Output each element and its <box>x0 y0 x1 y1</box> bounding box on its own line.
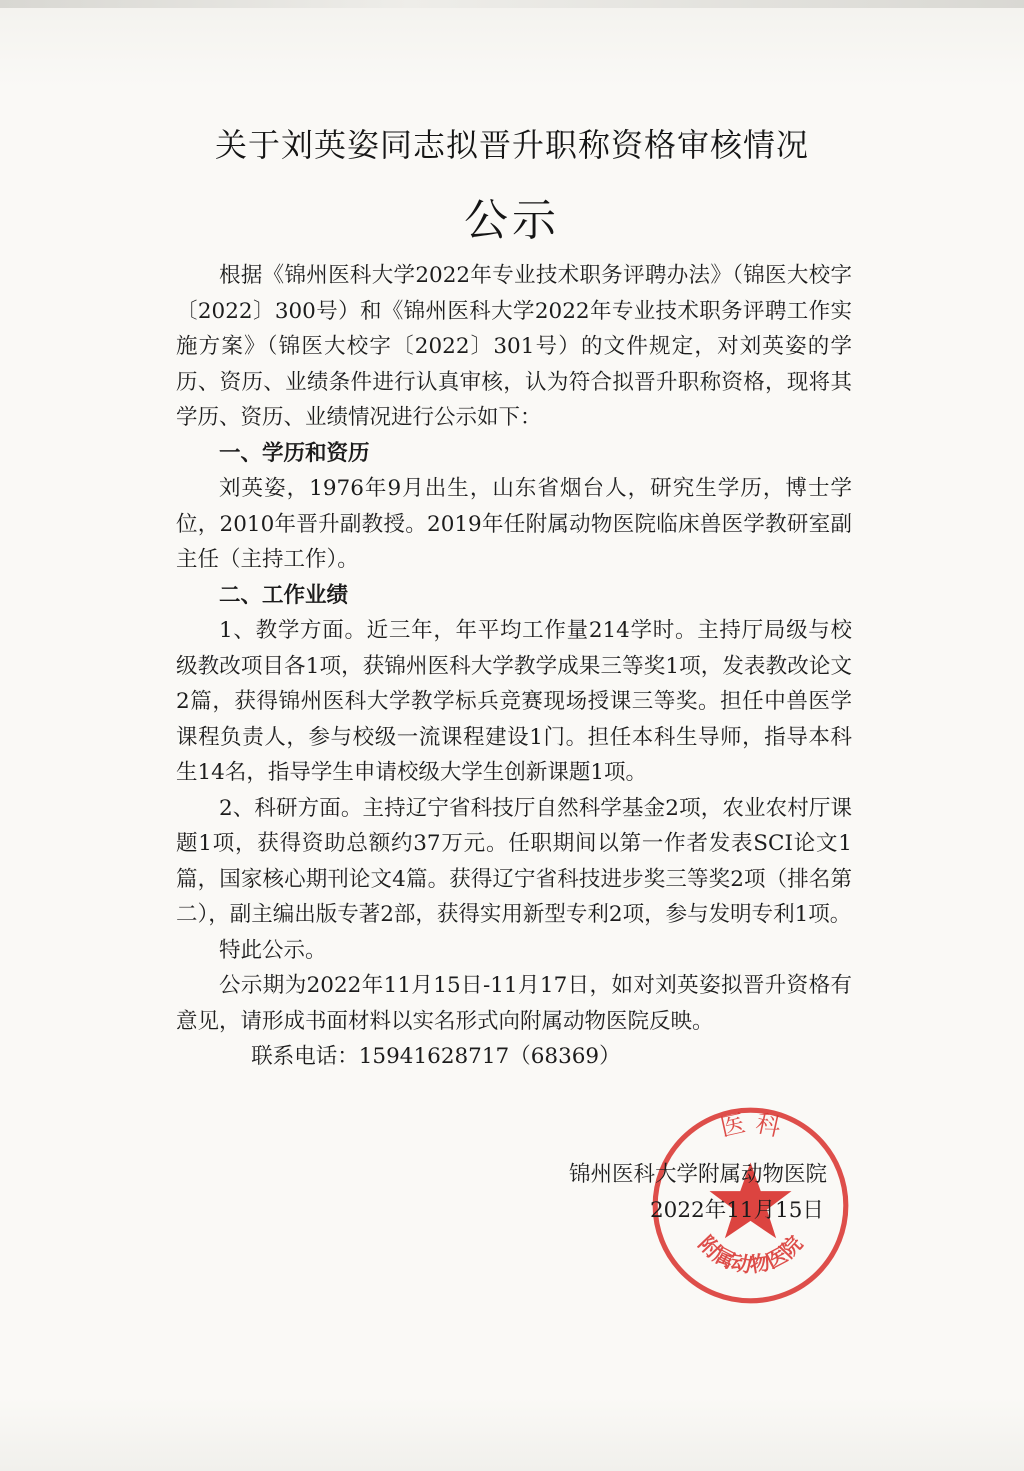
section2-heading: 二、工作业绩 <box>219 582 349 608</box>
svg-text:附属动物医院 <box>694 1231 808 1277</box>
document-body <box>176 258 852 1075</box>
issue-date: 2022年11月15日 <box>650 1198 824 1223</box>
seal-top-text: 医 科 <box>717 1108 784 1142</box>
section2-item2: 2、科研方面。主持辽宁省科技厅自然科学基金2项，农业农村厅课题1项，获得资助总额约37万元。任职期间以第一作者发表SCI论文1篇，国家核心期刊论文4篇。获得辽宁省科技进步奖三等奖2项（排名第二），副主编出版专著2部，获得实用新型专利2项，参与发明专利1项。 <box>176 795 852 927</box>
intro-paragraph: 根据《锦州医科大学2022年专业技术职务评聘办法》（锦医大校字〔2022〕300号）和《锦州医科大学2022年专业技术职务评聘工作实施方案》（锦医大校字〔2022〕301号）的文件规定，对刘英姿的学历、资历、业绩条件进行认真审核，认为符合拟晋升职称资格，现将其学历、资历、业绩情况进行公示如下： <box>176 263 852 430</box>
scan-edge <box>0 0 1024 8</box>
document-title: 关于刘英姿同志拟晋升职称资格审核情况 <box>214 126 809 164</box>
contact-line: 联系电话：15941628717（68369） <box>251 1044 621 1069</box>
seal-bottom-text: 附属动物医院 <box>693 1231 808 1278</box>
section1-heading: 一、学历和资历 <box>219 440 370 466</box>
special-notice: 特此公示。 <box>219 937 327 963</box>
section2-item1: 1、教学方面。近三年，年平均工作量214学时。主持厅局级与校级教改项目各1项，获锦州医科大学教学成果三等奖1项，发表教改论文2篇，获得锦州医科大学教学标兵竞赛现场授课三等奖。担任中兽医学课程负责人，参与校级一流课程建设1门。担任本科生导师，指导本科生14名，指导学生申请校级大学生创新课题1项。 <box>176 618 852 785</box>
document-subtitle: 公示 <box>464 195 560 246</box>
svg-text:医 科 <box>717 1108 783 1142</box>
period-paragraph: 公示期为2022年11月15日-11月17日，如对刘英姿拟晋升资格有意见，请形成书面材料以实名形式向附属动物医院反映。 <box>176 973 852 1034</box>
issuer-name: 锦州医科大学附属动物医院 <box>569 1162 828 1187</box>
section1-paragraph: 刘英姿，1976年9月出生，山东省烟台人，研究生学历，博士学位，2010年晋升副教授。2019年任附属动物医院临床兽医学教研室副主任（主持工作）。 <box>176 476 852 572</box>
